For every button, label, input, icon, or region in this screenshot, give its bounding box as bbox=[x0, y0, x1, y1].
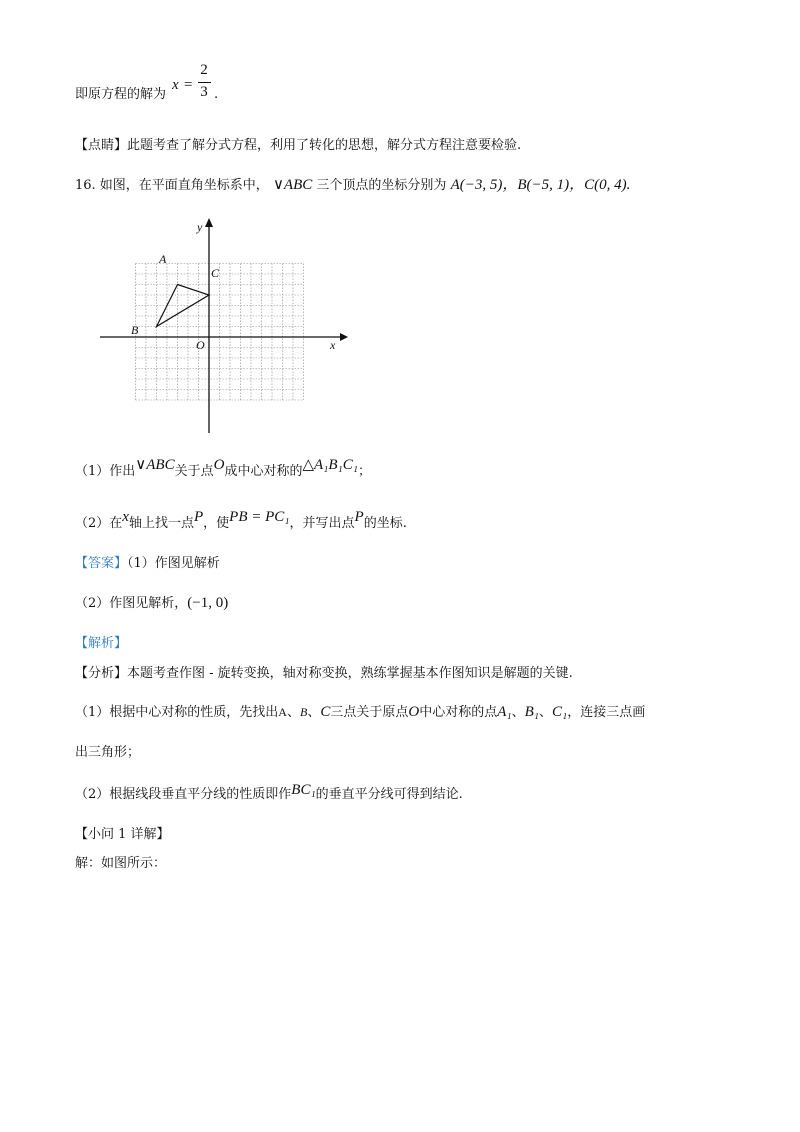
answer-line-2 bbox=[75, 594, 228, 613]
part1-point-o: O bbox=[213, 457, 225, 473]
dianjing-comment: 【点睛】此题考查了解分式方程，利用了转化的思想，解分式方程注意要检验. bbox=[75, 138, 522, 153]
part1-prefix: （1）作出 bbox=[75, 464, 136, 479]
analysis2-segment: BC₁ bbox=[291, 782, 316, 798]
xiaowen-heading: 【小问 1 详解】 bbox=[75, 827, 170, 842]
q16-triangle: ∨ABC bbox=[272, 177, 313, 193]
origin-label: O bbox=[196, 338, 205, 352]
point-c-label: C bbox=[211, 266, 220, 280]
fraction-numerator: 2 bbox=[200, 62, 208, 78]
jie-line: 解：如图所示： bbox=[75, 856, 167, 871]
analysis1-prefix: （1）根据中心对称的性质，先找出 bbox=[75, 705, 279, 720]
answer-tag: 【答案】 bbox=[75, 556, 128, 571]
part1-mid1: 关于点 bbox=[174, 464, 214, 479]
part2-mid1: 轴上找一点 bbox=[128, 516, 194, 531]
analysis-2 bbox=[75, 782, 463, 804]
analysis1-c: C bbox=[320, 704, 331, 720]
x-axis-label: x bbox=[330, 338, 336, 352]
part2-mid2: ，使 bbox=[203, 516, 230, 531]
solution-period: . bbox=[214, 87, 219, 102]
analysis-1-line-2: 出三角形； bbox=[75, 745, 141, 760]
part2-mid3: ，并写出点 bbox=[289, 516, 355, 531]
answer-line-1 bbox=[75, 555, 220, 573]
part2-point-p: P bbox=[193, 509, 204, 525]
analysis1-mid2: 中心对称的点 bbox=[419, 705, 498, 720]
grid-lines bbox=[136, 264, 304, 401]
analysis1-mid: 三点关于原点 bbox=[330, 705, 409, 720]
answer-2: （2）作图见解析， bbox=[75, 596, 188, 611]
part2-end: 的坐标. bbox=[363, 516, 407, 531]
analysis1-sep1: 、 bbox=[286, 705, 300, 720]
part2-prefix: （2）在 bbox=[75, 516, 123, 531]
solution-end-line bbox=[75, 86, 166, 104]
part-2 bbox=[75, 509, 407, 533]
analysis2-end: 的垂直平分线可得到结论. bbox=[315, 787, 463, 802]
q16-coords: A(−3, 5)，B(−5, 1)，C(0, 4). bbox=[450, 177, 631, 193]
analysis1-c1: C₁ bbox=[552, 704, 568, 720]
part2-axis: x bbox=[122, 509, 129, 525]
fraction-bar bbox=[198, 82, 211, 83]
question-16 bbox=[75, 176, 630, 195]
triangle-abc bbox=[157, 285, 210, 327]
analysis1-sep4: 、 bbox=[539, 705, 553, 720]
point-b-label: B bbox=[131, 323, 139, 337]
point-a-label: A bbox=[159, 252, 167, 266]
part2-equation: PB = PC₁ bbox=[229, 509, 290, 525]
x-axis-arrow bbox=[340, 333, 348, 341]
analysis-1 bbox=[75, 703, 645, 722]
fenxi-line: 【分析】本题考查作图 - 旋转变换，轴对称变换，熟练掌握基本作图知识是解题的关键. bbox=[75, 666, 573, 681]
answer-2-value: (−1, 0) bbox=[187, 595, 229, 611]
coordinate-figure bbox=[95, 215, 355, 440]
fraction-denominator: 3 bbox=[200, 84, 208, 100]
analysis1-a1: A₁ bbox=[497, 704, 512, 720]
y-axis-arrow bbox=[205, 218, 213, 227]
analysis1-sep2: 、 bbox=[307, 705, 321, 720]
y-axis-label: y bbox=[197, 220, 203, 234]
solution-eq: = bbox=[184, 77, 193, 93]
answer-1: （1）作图见解析 bbox=[127, 556, 220, 571]
part-1 bbox=[75, 457, 371, 481]
analysis2-prefix: （2）根据线段垂直平分线的性质即作 bbox=[75, 787, 292, 802]
part1-result-triangle: △A₁B₁C₁ bbox=[302, 457, 358, 473]
q16-text: 16. 如图，在平面直角坐标系中， bbox=[75, 178, 269, 193]
analysis1-b: B bbox=[299, 705, 308, 719]
solution-var: x bbox=[172, 77, 179, 93]
analysis1-a: A bbox=[278, 705, 287, 719]
analysis1-end: ，连接三点画 bbox=[567, 705, 646, 720]
analysis1-sep3: 、 bbox=[511, 705, 525, 720]
q16-mid: 三个顶点的坐标分别为 bbox=[316, 178, 447, 193]
analysis1-b1: B₁ bbox=[524, 704, 540, 720]
part1-triangle: ∨ABC bbox=[135, 457, 175, 473]
solution-fraction bbox=[197, 62, 213, 106]
part2-point-p2: P bbox=[354, 509, 364, 525]
jiexi-tag: 【解析】 bbox=[75, 636, 128, 651]
part1-mid2: 成中心对称的 bbox=[224, 464, 303, 479]
solution-prefix: 即原方程的解为 bbox=[75, 87, 167, 102]
analysis1-o: O bbox=[408, 704, 420, 720]
part1-end: ； bbox=[357, 464, 371, 479]
